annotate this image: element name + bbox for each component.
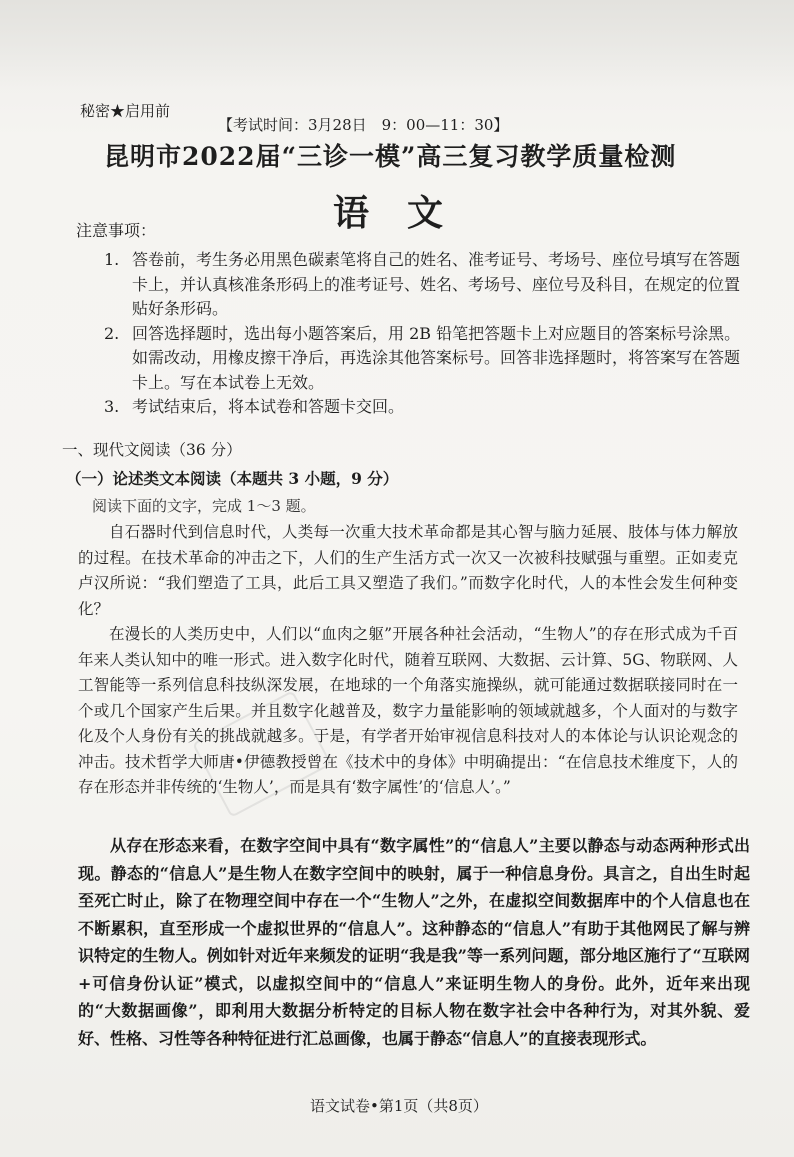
passage-paragraph: 自石器时代到信息时代，人类每一次重大技术革命都是其心智与脑力延展、肢体与体力解放的过程。在技术革命的冲击之下，人们的生产生活方式一次又一次被科技赋强与重塑。正如麦克卢汉所说：“我们塑造了工具，此后工具又塑造了我们。”而数字化时代，人的本性会发生何种变化？: [78, 523, 738, 618]
subject-title: 语文: [333, 192, 482, 234]
notice-item: [104, 395, 744, 420]
notice-item: [104, 322, 744, 396]
section-heading: 一、现代文阅读（36 分）: [62, 441, 242, 459]
notice-heading: 注意事项：: [76, 221, 157, 240]
exam-time: 【考试时间：3月28日 9：00—11：30】: [218, 116, 509, 134]
top-shadow: [0, 0, 794, 90]
page-title: 昆明市2022届“三诊一模”高三复习教学质量检测: [104, 142, 677, 171]
notice-item-text: 考试结束后，将本试卷和答题卡交回。: [132, 397, 405, 416]
passage-part-2: [78, 832, 750, 1052]
subsection-heading: （一）论述类文本阅读（本题共 3 小题，9 分）: [66, 469, 399, 488]
notice-item-text: 回答选择题时，选出每小题答案后，用 2B 铅笔把答题卡上对应题目的答案标号涂黑。如需改动，用橡皮擦干净后，再选涂其他答案标号。回答非选择题时，将答案写在答题卡上。写在本试卷上无效。: [132, 323, 741, 392]
confidential-label: 秘密★启用前: [80, 102, 171, 120]
notice-item-text: 答卷前，考生务必用黑色碳素笔将自己的姓名、准考证号、考场号、座位号填写在答题卡上，并认真核准条形码上的准考证号、姓名、考场号、座位号及科目，在规定的位置贴好条形码。: [132, 250, 741, 318]
notice-item-number: 3.: [104, 397, 120, 416]
notice-item-number: 2.: [104, 323, 120, 343]
passage-part-1: [78, 520, 738, 801]
notice-item-number: 1.: [104, 250, 120, 269]
passage-paragraph: 从存在形态来看，在数字空间中具有“数字属性”的“信息人”主要以静态与动态两种形式出现。静态的“信息人”是生物人在数字空间中的映射，属于一种信息身份。具言之，自出生时起至死亡时止，除了在物理空间中存在一个“生物人”之外，在虚拟空间数据库中的个人信息也在不断累积，直至形成一个虚拟世界的“信息人”。这种静态的“信息人”有助于其他网民了解与辨识特定的生物人。例如针对近年来频发的证明“我是我”等一系列问题，部分地区施行了“互联网+可信身份认证”模式，以虚拟空间中的“信息人”来证明生物人的身份。此外，近年来出现的“大数据画像”，即利用大数据分析特定的目标人物在数字社会中各种行为，对其外貌、爱好、性格、习性等各种特征进行汇总画像，也属于静态“信息人”的直接表现形式。: [78, 836, 750, 1048]
page-footer: 语文试卷•第1页（共8页）: [310, 1097, 488, 1115]
passage-paragraph: 在漫长的人类历史中，人们以“血肉之躯”开展各种社会活动，“生物人”的存在形式成为千百年来人类认知中的唯一形式。进入数字化时代，随着互联网、大数据、云计算、5G、物联网、人工智能等一系列信息科技纵深发展，在地球的一个角落实施操纵，就可能通过数据联接同时在一个或几个国家产生后果。并且数字化越普及，数字力量能影响的领域就越多，个人面对的与数字化及个人身份有关的挑战就越多。于是，有学者开始审视信息科技对人的本体论与认识论观念的冲击。技术哲学大师唐•伊德教授曾在《技术中的身体》中明确提出：“在信息技术维度下，人的存在形态并非传统的‘生物人’，而是具有‘数字属性’的‘信息人’。”: [78, 625, 738, 796]
notice-item: [104, 248, 744, 322]
reading-instruction: 阅读下面的文字，完成 1～3 题。: [92, 497, 316, 515]
notice-list: [104, 248, 744, 420]
